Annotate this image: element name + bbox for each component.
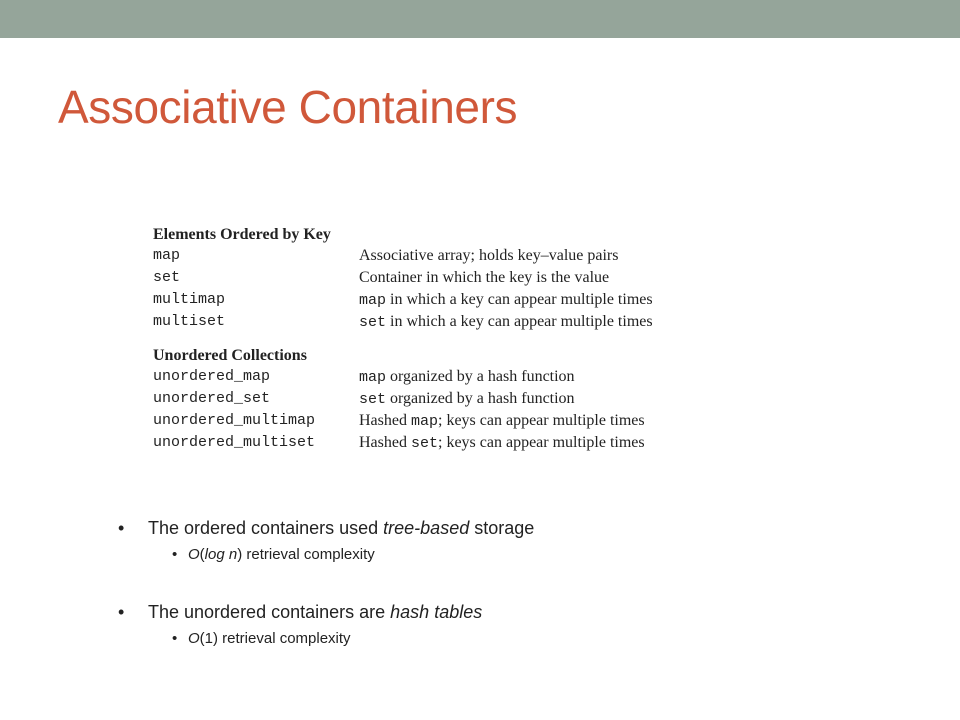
code-keyword: set bbox=[359, 314, 387, 331]
bullet-ordered bbox=[118, 514, 918, 542]
sub-bullet-unordered bbox=[118, 626, 918, 652]
container-name: set bbox=[153, 269, 181, 286]
bullet-text-part: The ordered containers used bbox=[148, 518, 384, 538]
description-text: ; keys can appear multiple times bbox=[438, 434, 645, 451]
code-keyword: set bbox=[359, 391, 387, 408]
code-keyword: set bbox=[410, 435, 438, 452]
description-prefix: Hashed bbox=[359, 434, 411, 451]
sub-bullet-text bbox=[188, 542, 375, 568]
description-prefix: Hashed bbox=[359, 412, 411, 429]
bullet-emphasis: tree-based bbox=[383, 518, 470, 538]
complexity-text: retrieval complexity bbox=[242, 546, 375, 563]
container-description bbox=[359, 432, 753, 454]
sub-bullet-text bbox=[188, 626, 351, 652]
bullet-text bbox=[148, 514, 534, 542]
section-heading-unordered: Unordered Collections bbox=[153, 347, 307, 364]
table-row-unordered-multiset bbox=[153, 432, 753, 454]
container-name: map bbox=[153, 247, 181, 264]
bullet-dot: • bbox=[118, 602, 125, 622]
top-accent-bar bbox=[0, 0, 960, 38]
big-o-symbol: O bbox=[188, 630, 200, 647]
container-description bbox=[359, 388, 753, 410]
container-name: unordered_multiset bbox=[153, 434, 316, 451]
paren-open: ( bbox=[199, 546, 205, 563]
bullet-text-part: The unordered containers are bbox=[148, 602, 391, 622]
table-row-unordered-multimap bbox=[153, 410, 753, 432]
container-name: unordered_map bbox=[153, 368, 271, 385]
description-text: ; keys can appear multiple times bbox=[438, 412, 645, 429]
container-name: multimap bbox=[153, 291, 226, 308]
bullet-dot: • bbox=[172, 630, 178, 647]
container-description: Container in which the key is the value bbox=[359, 269, 610, 286]
section-heading-ordered: Elements Ordered by Key bbox=[153, 226, 331, 243]
container-description bbox=[359, 366, 753, 388]
containers-table bbox=[153, 224, 753, 454]
container-description bbox=[359, 289, 753, 311]
sub-bullet-ordered bbox=[118, 542, 918, 568]
table-row-unordered-map bbox=[153, 366, 753, 388]
table-row-multiset bbox=[153, 311, 753, 333]
description-text: in which a key can appear multiple times bbox=[386, 291, 653, 308]
bullet-text bbox=[148, 598, 482, 626]
bullet-unordered bbox=[118, 598, 918, 626]
container-description: Associative array; holds key–value pairs bbox=[359, 247, 619, 264]
table-row-set bbox=[153, 267, 753, 289]
complexity-term: log n bbox=[204, 546, 238, 563]
code-keyword: map bbox=[359, 369, 387, 386]
big-o-symbol: O bbox=[188, 546, 200, 563]
complexity-text: (1) retrieval complexity bbox=[199, 630, 351, 647]
description-text: in which a key can appear multiple times bbox=[386, 313, 653, 330]
description-text: organized by a hash function bbox=[386, 390, 575, 407]
table-row-multimap bbox=[153, 289, 753, 311]
bullet-list bbox=[118, 514, 918, 652]
paren-close: ) bbox=[237, 546, 243, 563]
container-name: unordered_multimap bbox=[153, 412, 316, 429]
description-text: organized by a hash function bbox=[386, 368, 575, 385]
code-keyword: map bbox=[410, 413, 438, 430]
bullet-text-part: storage bbox=[469, 518, 535, 538]
container-description bbox=[359, 311, 753, 333]
bullet-emphasis: hash tables bbox=[390, 602, 483, 622]
code-keyword: map bbox=[359, 292, 387, 309]
bullet-dot: • bbox=[172, 546, 178, 563]
container-name: unordered_set bbox=[153, 390, 271, 407]
table-row-map bbox=[153, 245, 753, 267]
container-name: multiset bbox=[153, 313, 226, 330]
table-row-unordered-set bbox=[153, 388, 753, 410]
container-description bbox=[359, 410, 753, 432]
bullet-dot: • bbox=[118, 518, 125, 538]
slide-title: Associative Containers bbox=[58, 81, 518, 133]
